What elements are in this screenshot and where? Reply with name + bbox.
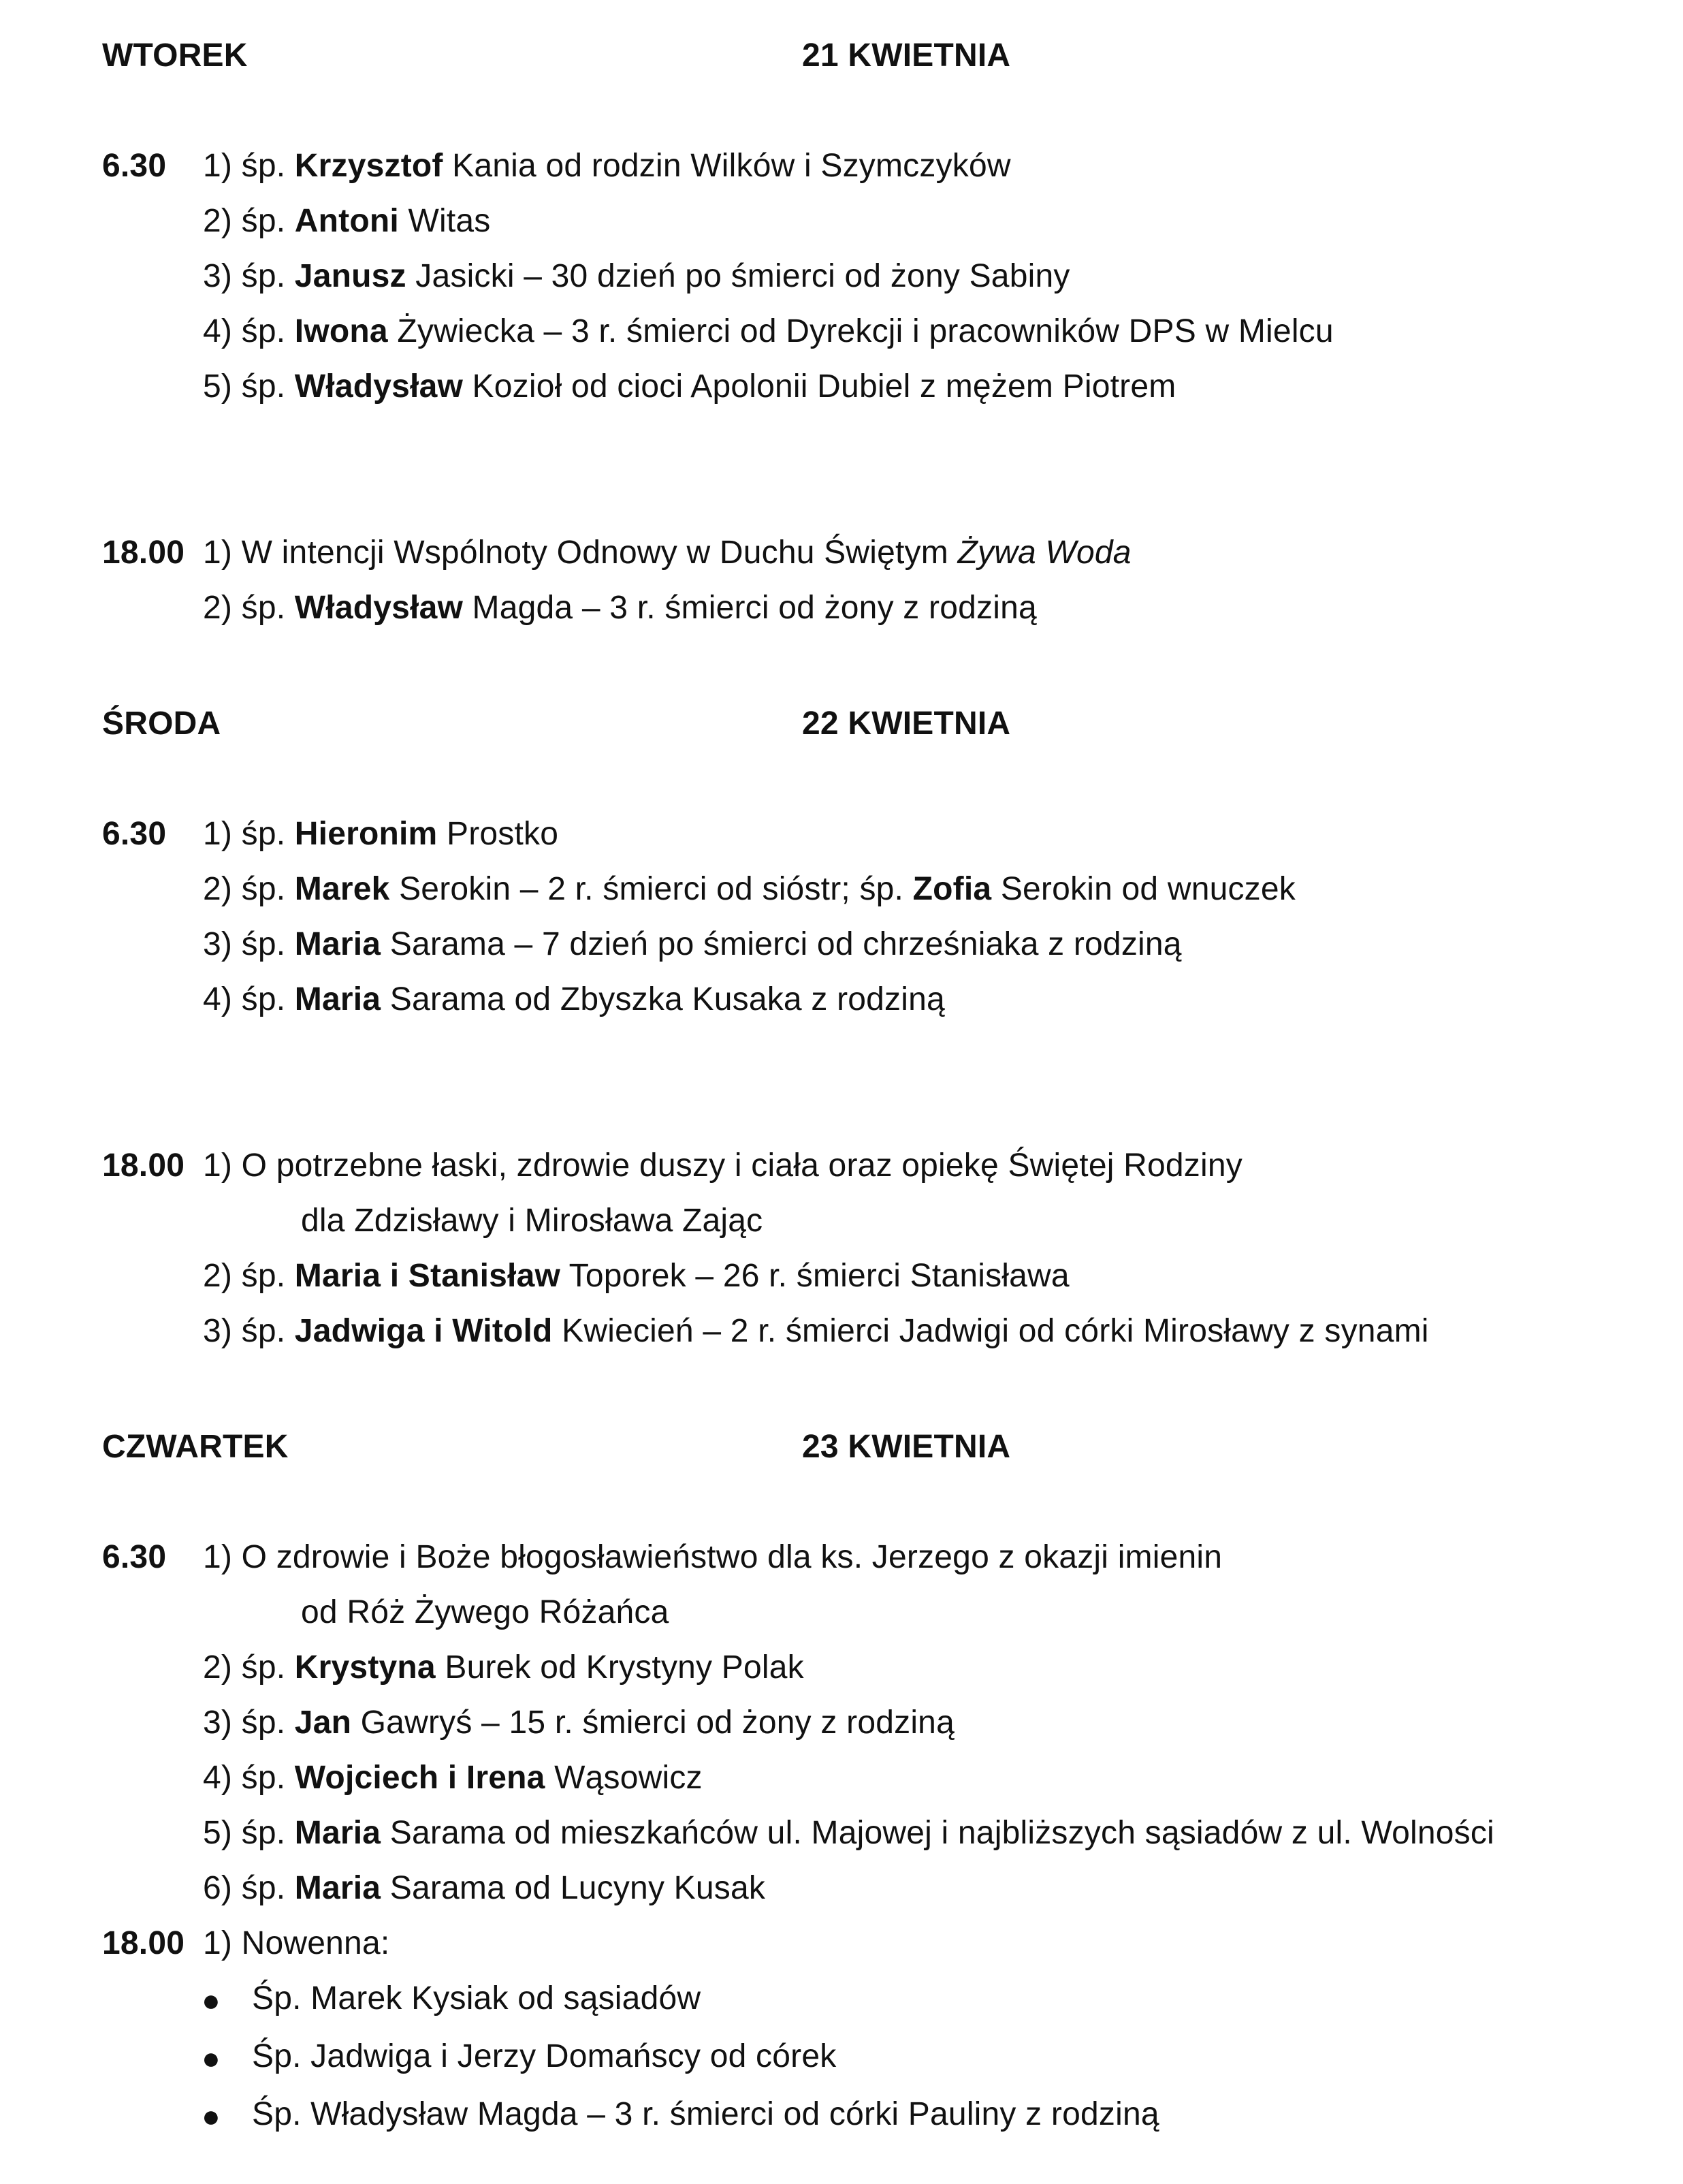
intention-line: 2) śp. Maria i Stanisław Toporek – 26 r. śmierci Stanisława [203,1258,1070,1294]
intention-line: 6) śp. Maria Sarama od Lucyny Kusak [203,1870,766,1906]
day-date: 23 KWIETNIA [802,1429,1011,1465]
novena-item: Śp. Jadwiga i Jerzy Domańscy od córek [252,2038,837,2074]
mass-time: 6.30 [102,816,167,852]
intention-line: 1) Nowenna: [203,1925,390,1961]
day-date: 22 KWIETNIA [802,706,1011,742]
novena-item: Śp. Marek Kysiak od sąsiadów [252,1980,701,2016]
intention-line: 3) śp. Janusz Jasicki – 30 dzień po śmierci od żony Sabiny [203,258,1070,294]
intention-line: 3) śp. Jadwiga i Witold Kwiecień – 2 r. śmierci Jadwigi od córki Mirosławy z synami [203,1313,1429,1349]
bullet-icon: ● [202,2040,221,2076]
intention-line: 5) śp. Władysław Kozioł od cioci Apolonii Dubiel z mężem Piotrem [203,368,1176,405]
intention-line: 2) śp. Antoni Witas [203,203,491,239]
day-date: 21 KWIETNIA [802,37,1011,74]
intention-continuation: od Róż Żywego Różańca [301,1594,669,1630]
mass-time: 18.00 [102,1148,185,1184]
intention-line: 3) śp. Maria Sarama – 7 dzień po śmierci od chrześniaka z rodziną [203,926,1182,962]
intention-line: 2) śp. Władysław Magda – 3 r. śmierci od żony z rodziną [203,590,1037,626]
intention-line: 1) W intencji Wspólnoty Odnowy w Duchu Świętym Żywa Woda [203,535,1132,571]
mass-time: 18.00 [102,1925,185,1961]
mass-time: 6.30 [102,148,167,184]
intention-line: 4) śp. Wojciech i Irena Wąsowicz [203,1760,703,1796]
intention-continuation: dla Zdzisławy i Mirosława Zając [301,1203,763,1239]
intention-line: 1) śp. Krzysztof Kania od rodzin Wilków i Szymczyków [203,148,1011,184]
intention-line: 1) O potrzebne łaski, zdrowie duszy i ciała oraz opiekę Świętej Rodziny [203,1148,1243,1184]
day-name: ŚRODA [102,706,221,742]
intention-line: 4) śp. Maria Sarama od Zbyszka Kusaka z rodziną [203,981,945,1017]
mass-time: 18.00 [102,535,185,571]
novena-item: Śp. Władysław Magda – 3 r. śmierci od córki Pauliny z rodziną [252,2096,1159,2132]
intention-line: 3) śp. Jan Gawryś – 15 r. śmierci od żony z rodziną [203,1705,955,1741]
intention-line: 1) śp. Hieronim Prostko [203,816,559,852]
day-name: CZWARTEK [102,1429,289,1465]
intention-line: 2) śp. Marek Serokin – 2 r. śmierci od sióstr; śp. Zofia Serokin od wnuczek [203,871,1296,907]
intention-line: 2) śp. Krystyna Burek od Krystyny Polak [203,1649,804,1686]
day-name: WTOREK [102,37,248,74]
mass-time: 6.30 [102,1539,167,1575]
bullet-icon: ● [202,2098,221,2134]
intention-line: 4) śp. Iwona Żywiecka – 3 r. śmierci od Dyrekcji i pracowników DPS w Mielcu [203,313,1334,349]
intention-line: 5) śp. Maria Sarama od mieszkańców ul. Majowej i najbliższych sąsiadów z ul. Wolności [203,1815,1494,1851]
intention-line: 1) O zdrowie i Boże błogosławieństwo dla ks. Jerzego z okazji imienin [203,1539,1223,1575]
bullet-icon: ● [202,1982,221,2018]
